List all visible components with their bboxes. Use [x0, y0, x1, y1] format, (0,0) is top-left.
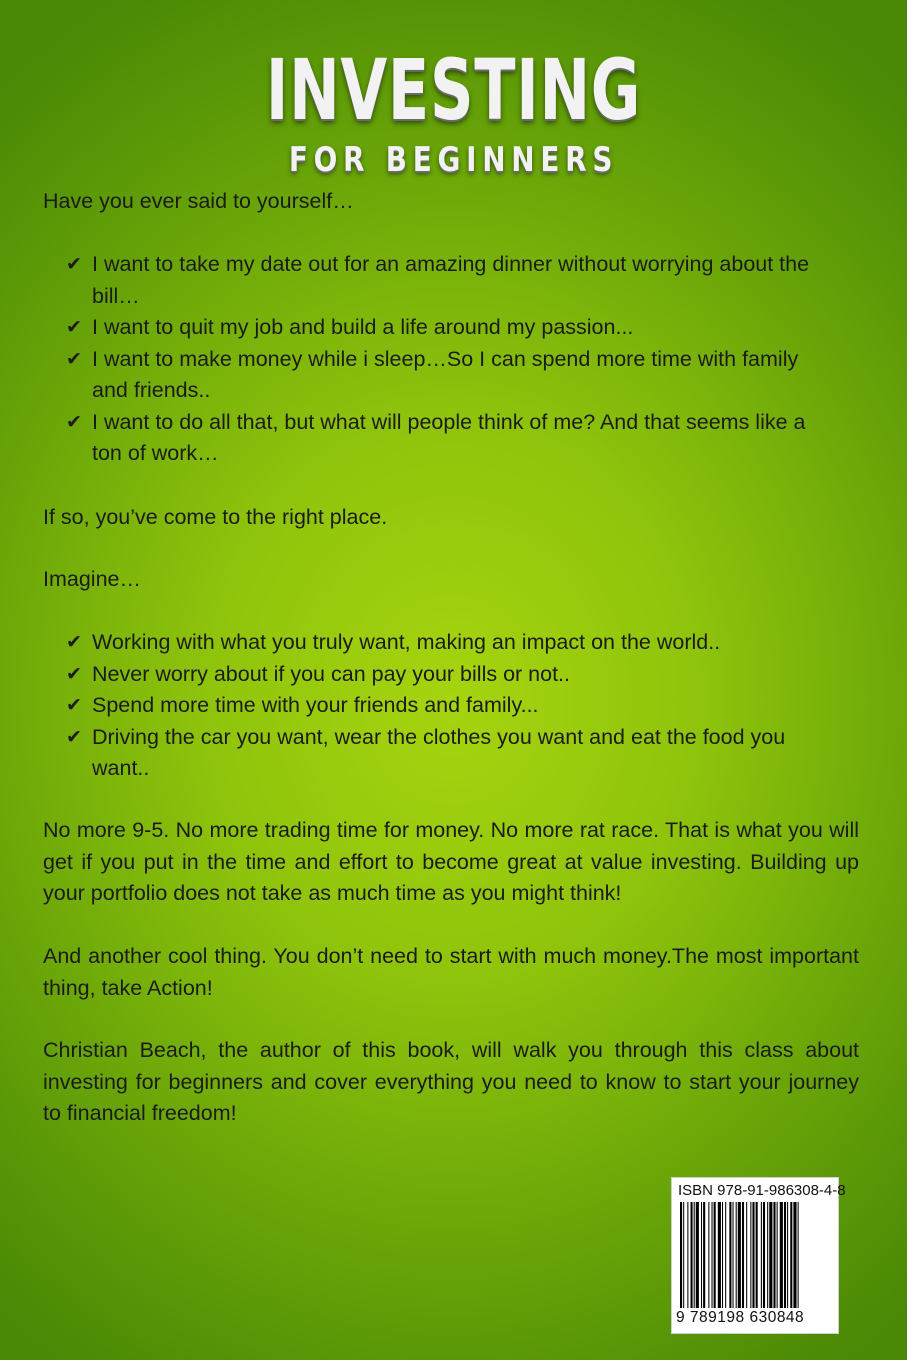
barcode-bar: [738, 1202, 741, 1308]
barcode-bar: [767, 1202, 768, 1308]
list-item-text: I want to make money while i sleep…So I can spend more time with family and friends..: [92, 346, 799, 402]
barcode: [671, 1177, 846, 1334]
barcode-bar: [793, 1202, 796, 1308]
list-item: [66, 407, 826, 470]
check-icon: ✔: [66, 631, 82, 653]
barcode-bar: [722, 1202, 723, 1308]
list-item-text: I want to quit my job and build a life around my passion...: [92, 315, 634, 339]
imagine-list: [66, 627, 826, 785]
barcode-bar: [756, 1202, 758, 1308]
list-item-text: Never worry about if you can pay your bills or not..: [92, 661, 570, 686]
barcode-digits: 9 789198 630848: [676, 1309, 805, 1326]
list-item: [66, 312, 826, 344]
barcode-bar: [773, 1202, 775, 1308]
wish-list: [66, 249, 826, 470]
list-item-text: Spend more time with your friends and family...: [92, 693, 539, 717]
barcode-bar: [752, 1202, 754, 1308]
paragraph-author: Christian Beach, the author of this book, will walk you through this class about investing for beginners and cover everything you need to know to start your journey to financial freedom!: [43, 1038, 859, 1125]
check-icon: ✔: [66, 253, 82, 275]
barcode-bar: [736, 1202, 737, 1308]
barcode-bar: [696, 1202, 699, 1308]
book-title: INVESTING: [265, 41, 642, 139]
barcode-bar: [763, 1202, 765, 1308]
book-subtitle: FOR BEGINNERS: [288, 140, 619, 180]
paragraph-freedom: No more 9-5. No more trading time for money. No more rat race. That is what you will get if you put in the time and effort to become great at value investing. Building up your portfolio does not take as much time as you might think!: [43, 818, 859, 905]
intro-text: Have you ever said to yourself…: [43, 189, 354, 213]
barcode-bar: [750, 1202, 751, 1308]
list-item: [66, 659, 826, 691]
list-item: [66, 722, 826, 785]
list-item: [66, 249, 826, 312]
barcode-bar: [725, 1202, 726, 1308]
barcode-bar: [742, 1202, 744, 1308]
barcode-bar: [787, 1202, 788, 1308]
list-item-text: Driving the car you want, wear the clothes you want and eat the food you want..: [92, 724, 786, 780]
right-place-text: If so, you’ve come to the right place.: [43, 505, 388, 529]
barcode-bar: [777, 1202, 778, 1308]
barcode-bar: [729, 1202, 731, 1308]
barcode-bar: [733, 1202, 734, 1308]
check-icon: ✔: [66, 347, 82, 370]
check-icon: ✔: [66, 694, 82, 716]
barcode-bar: [708, 1202, 709, 1308]
barcode-bar: [701, 1202, 702, 1308]
list-item: [66, 344, 826, 407]
barcode-bar: [694, 1202, 695, 1308]
check-icon: ✔: [66, 662, 82, 685]
barcode-bar: [780, 1202, 783, 1308]
check-icon: ✔: [66, 725, 82, 748]
barcode-bar: [718, 1202, 721, 1308]
barcode-bars: [680, 1202, 830, 1308]
barcode-bar: [798, 1202, 799, 1308]
barcode-bar: [769, 1202, 772, 1308]
list-item-text: I want to do all that, but what will people think of me? And that seems like a ton of work…: [92, 409, 806, 465]
barcode-bar: [703, 1202, 705, 1308]
imagine-text: Imagine…: [43, 567, 141, 591]
barcode-bar: [687, 1202, 688, 1308]
list-item: [66, 690, 826, 722]
list-item-text: I want to take my date out for an amazing dinner without worrying about the bill…: [92, 252, 810, 308]
barcode-bar: [790, 1202, 792, 1308]
check-icon: ✔: [66, 410, 82, 433]
barcode-bar: [712, 1202, 713, 1308]
barcode-bar: [691, 1202, 693, 1308]
barcode-bar: [683, 1202, 684, 1308]
isbn-label: ISBN 978-91-986308-4-8: [678, 1182, 846, 1199]
barcode-bar: [784, 1202, 786, 1308]
barcode-bar: [746, 1202, 747, 1308]
barcode-bar: [714, 1202, 716, 1308]
paragraph-money: And another cool thing. You don’t need to start with much money.The most important thing, take Action!: [43, 944, 859, 1000]
barcode-bar: [680, 1202, 682, 1308]
list-item: [66, 627, 826, 659]
check-icon: ✔: [66, 316, 82, 338]
list-item-text: Working with what you truly want, making an impact on the world..: [92, 630, 721, 654]
barcode-bar: [761, 1202, 762, 1308]
